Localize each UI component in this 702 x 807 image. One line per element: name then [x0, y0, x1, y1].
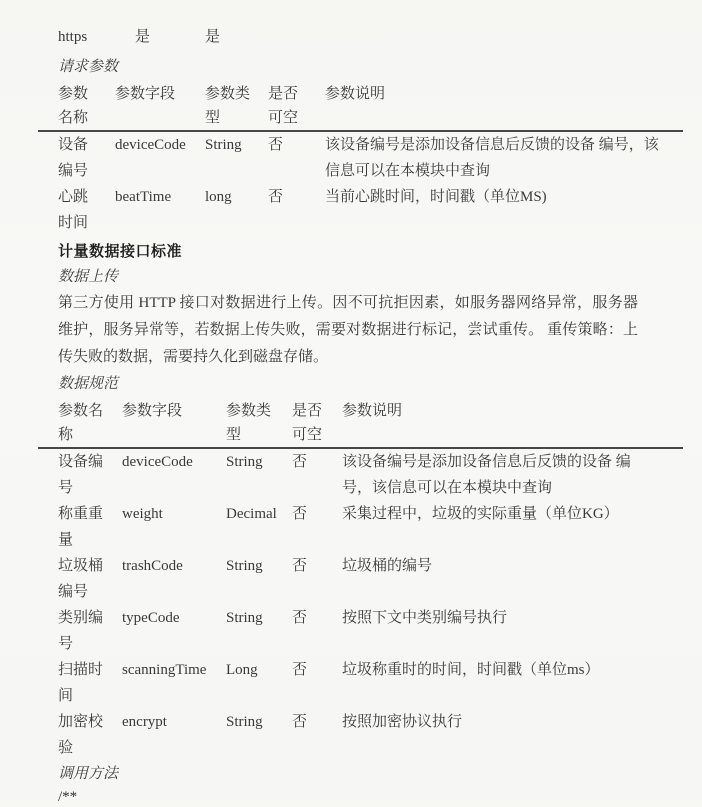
- cell-name: 设备编号: [58, 454, 104, 496]
- cell-nullable: 否: [292, 610, 308, 626]
- request-params-heading: 请求参数: [58, 59, 119, 75]
- cell-name: 设备编号: [58, 137, 89, 179]
- table-row: [38, 709, 683, 761]
- cell-desc: 垃圾桶的编号: [342, 558, 433, 574]
- data-upload-paragraph: 第三方使用 HTTP 接口对数据进行上传。因不可抗拒因素，如服务器网络异常，服务器维护，服务异常等，若数据上传失败，需要对数据进行标记，尝试重传。 重传策略：上传失败的数据，需要持久化到磁盘存储。: [58, 295, 638, 365]
- https-row: [58, 26, 702, 48]
- header-cell-field: 参数字段: [122, 399, 226, 448]
- cell-nullable: 否: [268, 137, 284, 153]
- cell-name: 垃圾桶编号: [58, 558, 104, 600]
- cell-name: 类别编号: [58, 610, 104, 652]
- data-spec-table: [38, 399, 683, 761]
- table-row: [38, 501, 683, 553]
- cell-field: encrypt: [122, 714, 167, 730]
- table-header-row: [38, 399, 683, 448]
- table-row: [38, 553, 683, 605]
- cell-desc: 该设备编号是添加设备信息后反馈的设备 编号，该信息可以在本模块中查询: [325, 137, 659, 179]
- cell-nullable: 否: [292, 454, 308, 470]
- header-cell-desc: 参数说明: [342, 399, 683, 448]
- cell-nullable: 否: [268, 189, 284, 205]
- table-row: [38, 605, 683, 657]
- request-params-table: [38, 82, 683, 236]
- cell-type: String: [226, 454, 263, 470]
- cell-field: trashCode: [122, 558, 183, 574]
- invoke-method-heading: 调用方法: [58, 766, 119, 782]
- cell-type: String: [226, 714, 263, 730]
- cell-field: deviceCode: [122, 454, 193, 470]
- cell-type: String: [226, 558, 263, 574]
- table-row: [38, 184, 683, 236]
- data-upload-heading: 数据上传: [58, 269, 119, 285]
- cell-field: typeCode: [122, 610, 180, 626]
- cell-type: String: [226, 610, 263, 626]
- table-row: [38, 131, 683, 184]
- cell-type: Decimal: [226, 506, 277, 522]
- cell-desc: 垃圾称重时的时间，时间戳（单位ms）: [342, 662, 600, 678]
- data-spec-heading: 数据规范: [58, 376, 119, 392]
- cell-field: weight: [122, 506, 163, 522]
- cell-type: long: [205, 189, 232, 205]
- protocol-value: https: [58, 29, 88, 45]
- cell-nullable: 否: [292, 558, 308, 574]
- cell-desc: 当前心跳时间，时间戳（单位MS): [325, 189, 547, 205]
- cell-nullable: 否: [292, 506, 308, 522]
- table-header-row: [38, 82, 683, 131]
- cell-field: deviceCode: [115, 137, 186, 153]
- header-cell-type: 参数类型: [205, 82, 268, 131]
- header-cell-type: 参数类型: [226, 399, 292, 448]
- cell-desc: 采集过程中，垃圾的实际重量（单位KG）: [342, 506, 619, 522]
- cell-field: scanningTime: [122, 662, 207, 678]
- header-cell-desc: 参数说明: [325, 82, 683, 131]
- https-yes-1: 是: [135, 29, 151, 45]
- cell-field: beatTime: [115, 189, 172, 205]
- https-yes-2: 是: [205, 29, 221, 45]
- cell-name: 心跳时间: [58, 189, 89, 231]
- cell-desc: 按照加密协议执行: [342, 714, 463, 730]
- code-comment-open: /**: [58, 789, 78, 805]
- cell-desc: 按照下文中类别编号执行: [342, 610, 508, 626]
- metering-section-heading: 计量数据接口标准: [58, 244, 183, 260]
- cell-nullable: 否: [292, 714, 308, 730]
- cell-name: 扫描时间: [58, 662, 104, 704]
- table-row: [38, 657, 683, 709]
- header-cell-name: 参数名称: [38, 82, 115, 131]
- cell-desc: 该设备编号是添加设备信息后反馈的设备 编号，该信息可以在本模块中查询: [342, 454, 631, 496]
- header-cell-nullable: 是否可空: [268, 82, 325, 131]
- cell-type: Long: [226, 662, 258, 678]
- cell-type: String: [205, 137, 242, 153]
- header-cell-nullable: 是否可空: [292, 399, 342, 448]
- header-cell-name: 参数名称: [38, 399, 122, 448]
- cell-name: 加密校验: [58, 714, 104, 756]
- cell-nullable: 否: [292, 662, 308, 678]
- cell-name: 称重重量: [58, 506, 104, 548]
- table-row: [38, 448, 683, 501]
- header-cell-field: 参数字段: [115, 82, 205, 131]
